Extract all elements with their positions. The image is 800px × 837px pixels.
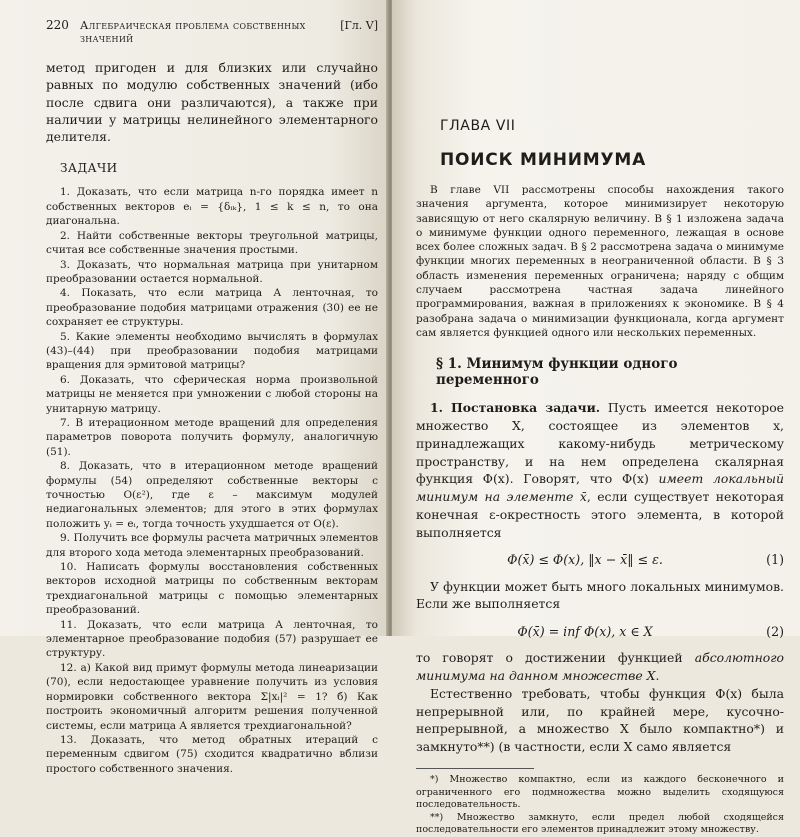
task-item: 3. Доказать, что нормальная матрица при унитарном преобразовании остается нормальной. xyxy=(46,258,378,285)
task-item: 4. Показать, что если матрица A ленточная, то преобразование подобия матрицами отражения (30) ее не сохраняет ее структуры. xyxy=(46,287,378,329)
running-title: Алгебраическая проблема собственных значений xyxy=(80,19,306,45)
emphasis-text: абсолютного минимума на данном множестве X xyxy=(416,650,784,684)
formula-expression: Φ(x̄) ≤ Φ(x), ‖x − x̄‖ ≤ ε. xyxy=(507,552,663,568)
formula-2 xyxy=(416,620,784,642)
left-page-header xyxy=(46,18,378,45)
section-heading: § 1. Минимум функции одного переменного xyxy=(436,356,678,389)
task-item: 9. Получить все формулы расчета матричных элементов для второго хода метода элементарных преобразований. xyxy=(46,532,378,559)
right-page xyxy=(392,0,800,836)
tasks-list xyxy=(46,185,378,776)
chapter-title: ПОИСК МИНИМУМА xyxy=(440,150,647,170)
formula-number: (2) xyxy=(766,623,784,639)
formula-1 xyxy=(416,549,784,571)
paragraph-text: . xyxy=(655,668,660,684)
paragraph-problem-statement xyxy=(416,399,784,541)
footnote: **) Множество замкнуто, если предел любой сходящейся последовательности его элементов принадлежит этому множеству. xyxy=(416,811,784,836)
paragraph-text: , если существует некоторая конечная ε-окрестность этого элемента, в которой выполняется xyxy=(416,489,785,540)
footnote-divider xyxy=(416,768,534,769)
task-item: 2. Найти собственные векторы треугольной матрицы, считая все собственные значения простыми. xyxy=(46,229,378,257)
left-page xyxy=(0,0,388,775)
page-number: 220 xyxy=(46,18,69,32)
paragraph-local-minima: У функции может быть много локальных минимумов. Если же выполняется xyxy=(416,578,784,612)
task-item: 1. Доказать, что если матрица n-го порядка имеет n собственных векторов eᵢ = {δᵢₖ}, 1 ≤ k ≤ n, то она диагональна. xyxy=(46,186,378,228)
chapter-abstract: В главе VII рассмотрены способы нахождения такого значения аргумента, которое минимизирует некоторую зависящую от него скалярную величину. В § 1 изложена задача о минимуме функции одного переменного, лежащая в основе всех более сложных задач. В § 2 рассмотрена задача о минимуме функции многих переменных в неограниченной области. В § 3 область изменения переменных ограничена; наряду с общим случаем рассмотрена частная задача линейного программирования, важная в приложениях к экономике. В § 4 разобрана задача о минимизации функционала, когда аргумент сам является функцией одного или нескольких переменных. xyxy=(416,184,784,339)
footnote: *) Множество компактно, если из каждого бесконечного и ограниченного его подмножества можно выделить сходящуюся последовательность. xyxy=(416,774,784,811)
emphasis-text: имеет локальный минимум на элементе x̄ xyxy=(416,471,784,505)
formula-expression: Φ(x̄) = inf Φ(x), x ∈ X xyxy=(517,623,653,639)
task-item: 5. Какие элементы необходимо вычислять в формулах (43)–(44) при преобразовании подобия матрицами вращения для эрмитовой матрицы? xyxy=(46,330,378,372)
task-item: 12. а) Какой вид примут формулы метода линеаризации (70), если недостающее уравнение получить из условия нормировки собственного вектора Σ|xᵢ|² = 1? б) Как построить экономичный алгоритм решения полученной системы, если матрица A является трехдиагональной? xyxy=(46,661,378,732)
section-marker: [Гл. V] xyxy=(340,19,378,32)
paragraph-continuity: Естественно требовать, чтобы функция Φ(x) была непрерывной или, по крайней мере, кусочно-непрерывной, а множество X было компактно*) и замкнуто**) (в частности, если X само является xyxy=(416,685,784,755)
task-item: 13. Доказать, что метод обратных итераций с переменным сдвигом (75) сходится квадратично вблизи простого собственного значения. xyxy=(46,733,378,775)
paragraph-lead: 1. Постановка задачи. xyxy=(430,400,601,416)
paragraph-absolute-minimum xyxy=(416,649,784,685)
task-item: 10. Написать формулы восстановления собственных векторов исходной матрицы по собственным векторам трехдиагональной матрицы с помощью элементарных преобразований. xyxy=(46,561,378,617)
formula-number: (1) xyxy=(766,552,784,568)
task-item: 6. Доказать, что сферическая норма произвольной матрицы не меняется при умножении с любой стороны на унитарную матрицу. xyxy=(46,373,378,415)
tasks-heading: ЗАДАЧИ xyxy=(60,161,118,176)
paragraph-text: Пусть имеется некоторое множество X, состоящее из элементов x, принадлежащих какому-нибудь метрическому пространству, и на нем определена скалярная функция Φ(x). Говорят, что Φ(x) xyxy=(416,400,784,487)
task-item: 11. Доказать, что если матрица A ленточная, то элементарное преобразование подобия (57) разрушает ее структуру. xyxy=(46,618,378,660)
chapter-label: ГЛАВА VII xyxy=(440,118,516,134)
task-item: 8. Доказать, что в итерационном методе вращений формулы (54) определяют собственные векторы с точностью O(ε²), где ε – максимум модулей недиагональных элементов; для этого в этих формулах положить yᵢ = eᵢ, тогда точность ухудшается от O(ε). xyxy=(46,460,378,530)
task-item: 7. В итерационном методе вращений для определения параметров поворота получить формулу, аналогичную (51). xyxy=(46,416,378,458)
intro-paragraph: метод пригоден и для близких или случайно равных по модулю собственных значений (ибо после сдвига они различаются), а также при наличии у матрицы нелинейного элементарного делителя. xyxy=(46,60,378,145)
paragraph-text: то говорят о достижении функцией xyxy=(416,650,695,666)
